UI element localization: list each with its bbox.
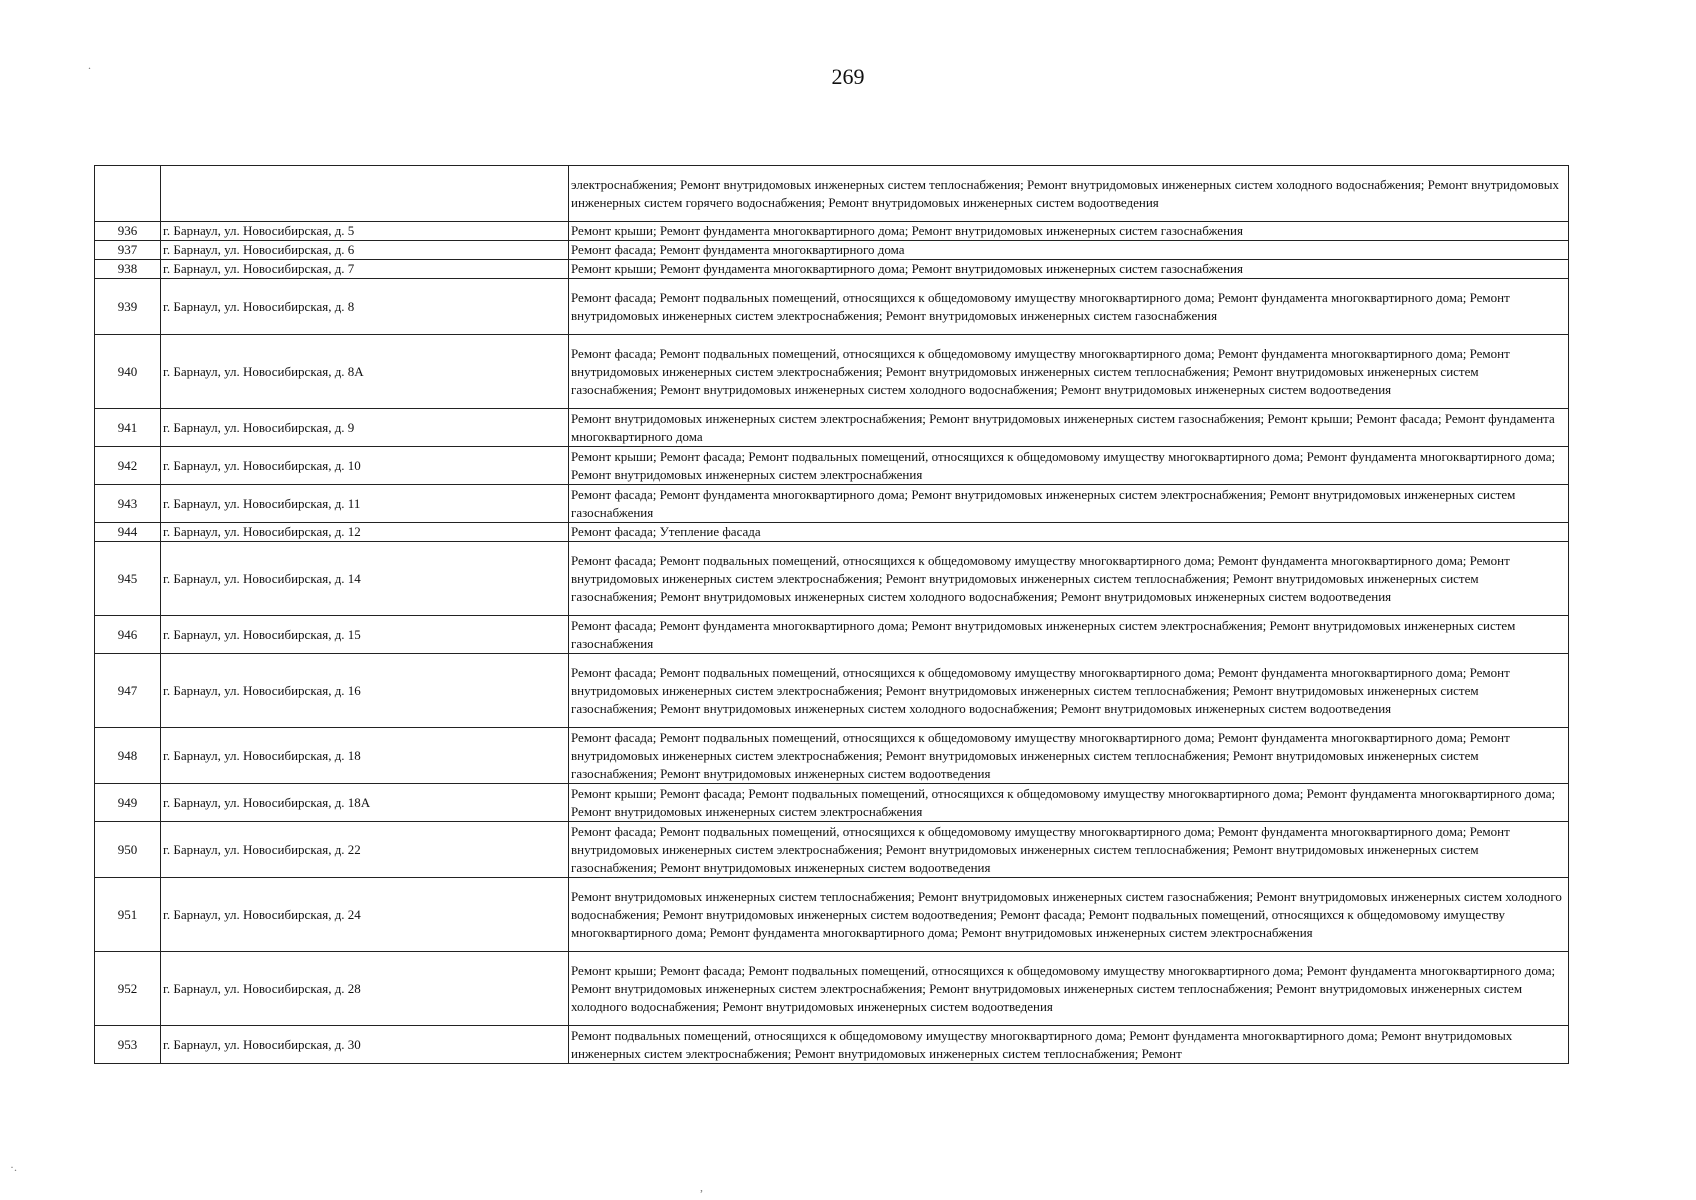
scan-speck: ·. bbox=[10, 1160, 17, 1174]
row-address: г. Барнаул, ул. Новосибирская, д. 18А bbox=[161, 784, 569, 822]
scan-speck: , bbox=[700, 1180, 703, 1194]
table-row bbox=[95, 279, 1569, 335]
row-address: г. Барнаул, ул. Новосибирская, д. 30 bbox=[161, 1026, 569, 1064]
table-row bbox=[95, 447, 1569, 485]
row-number: 938 bbox=[95, 260, 161, 279]
row-works: Ремонт фасада; Ремонт подвальных помещений, относящихся к общедомовому имуществу многоквартирного дома; Ремонт фундамента многоквартирного дома; Ремонт внутридомовых инженерных систем электроснабжения; Ремонт внутридомовых инженерных систем теплоснабжения; Ремонт внутридомовых инженерных систем газоснабжения; Ремонт внутридомовых инженерных систем холодного водоснабжения; Ремонт внутридомовых инженерных систем водоотведения bbox=[569, 654, 1569, 728]
repair-registry-table bbox=[94, 165, 1569, 1064]
row-works: Ремонт крыши; Ремонт фасада; Ремонт подвальных помещений, относящихся к общедомовому имуществу многоквартирного дома; Ремонт фундамента многоквартирного дома; Ремонт внутридомовых инженерных систем электроснабжения; Ремонт внутридомовых инженерных систем теплоснабжения; Ремонт внутридомовых инженерных систем холодного водоснабжения; Ремонт внутридомовых инженерных систем водоотведения bbox=[569, 952, 1569, 1026]
row-works: Ремонт фасада; Ремонт подвальных помещений, относящихся к общедомовому имуществу многоквартирного дома; Ремонт фундамента многоквартирного дома; Ремонт внутридомовых инженерных систем электроснабжения; Ремонт внутридомовых инженерных систем теплоснабжения; Ремонт внутридомовых инженерных систем газоснабжения; Ремонт внутридомовых инженерных систем водоотведения bbox=[569, 822, 1569, 878]
row-address: г. Барнаул, ул. Новосибирская, д. 28 bbox=[161, 952, 569, 1026]
row-number: 947 bbox=[95, 654, 161, 728]
page-number: 269 bbox=[831, 64, 865, 89]
table-row bbox=[95, 485, 1569, 523]
row-address: г. Барнаул, ул. Новосибирская, д. 14 bbox=[161, 542, 569, 616]
row-works: Ремонт фасада; Ремонт фундамента многоквартирного дома; Ремонт внутридомовых инженерных систем электроснабжения; Ремонт внутридомовых инженерных систем газоснабжения bbox=[569, 616, 1569, 654]
table-row bbox=[95, 822, 1569, 878]
row-works: Ремонт фасада; Ремонт подвальных помещений, относящихся к общедомовому имуществу многоквартирного дома; Ремонт фундамента многоквартирного дома; Ремонт внутридомовых инженерных систем электроснабжения; Ремонт внутридомовых инженерных систем теплоснабжения; Ремонт внутридомовых инженерных систем газоснабжения; Ремонт внутридомовых инженерных систем холодного водоснабжения; Ремонт внутридомовых инженерных систем водоотведения bbox=[569, 542, 1569, 616]
row-number: 949 bbox=[95, 784, 161, 822]
row-address: г. Барнаул, ул. Новосибирская, д. 24 bbox=[161, 878, 569, 952]
row-works: Ремонт подвальных помещений, относящихся к общедомовому имуществу многоквартирного дома; Ремонт фундамента многоквартирного дома; Ремонт внутридомовых инженерных систем электроснабжения; Ремонт внутридомовых инженерных систем теплоснабжения; Ремонт bbox=[569, 1026, 1569, 1064]
row-address: г. Барнаул, ул. Новосибирская, д. 5 bbox=[161, 222, 569, 241]
row-address bbox=[161, 166, 569, 222]
scan-speck: . bbox=[88, 58, 91, 72]
table-row bbox=[95, 335, 1569, 409]
row-address: г. Барнаул, ул. Новосибирская, д. 8 bbox=[161, 279, 569, 335]
table-row bbox=[95, 523, 1569, 542]
row-address: г. Барнаул, ул. Новосибирская, д. 9 bbox=[161, 409, 569, 447]
row-works: Ремонт крыши; Ремонт фундамента многоквартирного дома; Ремонт внутридомовых инженерных систем газоснабжения bbox=[569, 260, 1569, 279]
row-works: Ремонт крыши; Ремонт фасада; Ремонт подвальных помещений, относящихся к общедомовому имуществу многоквартирного дома; Ремонт фундамента многоквартирного дома; Ремонт внутридомовых инженерных систем электроснабжения bbox=[569, 447, 1569, 485]
row-number: 942 bbox=[95, 447, 161, 485]
table-row bbox=[95, 241, 1569, 260]
table-row bbox=[95, 222, 1569, 241]
row-number: 940 bbox=[95, 335, 161, 409]
table-row bbox=[95, 542, 1569, 616]
row-number: 944 bbox=[95, 523, 161, 542]
row-works: Ремонт фасада; Ремонт фундамента многоквартирного дома bbox=[569, 241, 1569, 260]
row-address: г. Барнаул, ул. Новосибирская, д. 16 bbox=[161, 654, 569, 728]
row-works: Ремонт фасада; Ремонт подвальных помещений, относящихся к общедомовому имуществу многоквартирного дома; Ремонт фундамента многоквартирного дома; Ремонт внутридомовых инженерных систем электроснабжения; Ремонт внутридомовых инженерных систем теплоснабжения; Ремонт внутридомовых инженерных систем газоснабжения; Ремонт внутридомовых инженерных систем холодного водоснабжения; Ремонт внутридомовых инженерных систем водоотведения bbox=[569, 335, 1569, 409]
row-number: 943 bbox=[95, 485, 161, 523]
table-row bbox=[95, 952, 1569, 1026]
row-number: 950 bbox=[95, 822, 161, 878]
row-number: 948 bbox=[95, 728, 161, 784]
table-row bbox=[95, 616, 1569, 654]
row-number: 952 bbox=[95, 952, 161, 1026]
row-number bbox=[95, 166, 161, 222]
row-address: г. Барнаул, ул. Новосибирская, д. 11 bbox=[161, 485, 569, 523]
row-address: г. Барнаул, ул. Новосибирская, д. 8А bbox=[161, 335, 569, 409]
table-row bbox=[95, 1026, 1569, 1064]
row-works: Ремонт внутридомовых инженерных систем электроснабжения; Ремонт внутридомовых инженерных систем газоснабжения; Ремонт крыши; Ремонт фасада; Ремонт фундамента многоквартирного дома bbox=[569, 409, 1569, 447]
row-number: 953 bbox=[95, 1026, 161, 1064]
row-works: Ремонт фасада; Утепление фасада bbox=[569, 523, 1569, 542]
row-address: г. Барнаул, ул. Новосибирская, д. 22 bbox=[161, 822, 569, 878]
table-row bbox=[95, 654, 1569, 728]
row-works: Ремонт фасада; Ремонт фундамента многоквартирного дома; Ремонт внутридомовых инженерных систем электроснабжения; Ремонт внутридомовых инженерных систем газоснабжения bbox=[569, 485, 1569, 523]
table-row bbox=[95, 784, 1569, 822]
row-address: г. Барнаул, ул. Новосибирская, д. 7 bbox=[161, 260, 569, 279]
row-address: г. Барнаул, ул. Новосибирская, д. 15 bbox=[161, 616, 569, 654]
row-number: 936 bbox=[95, 222, 161, 241]
row-works: Ремонт крыши; Ремонт фундамента многоквартирного дома; Ремонт внутридомовых инженерных систем газоснабжения bbox=[569, 222, 1569, 241]
row-works: электроснабжения; Ремонт внутридомовых инженерных систем теплоснабжения; Ремонт внутридомовых инженерных систем холодного водоснабжения; Ремонт внутридомовых инженерных систем горячего водоснабжения; Ремонт внутридомовых инженерных систем водоотведения bbox=[569, 166, 1569, 222]
row-works: Ремонт крыши; Ремонт фасада; Ремонт подвальных помещений, относящихся к общедомовому имуществу многоквартирного дома; Ремонт фундамента многоквартирного дома; Ремонт внутридомовых инженерных систем электроснабжения bbox=[569, 784, 1569, 822]
row-address: г. Барнаул, ул. Новосибирская, д. 6 bbox=[161, 241, 569, 260]
table-row bbox=[95, 166, 1569, 222]
row-works: Ремонт внутридомовых инженерных систем теплоснабжения; Ремонт внутридомовых инженерных систем газоснабжения; Ремонт внутридомовых инженерных систем холодного водоснабжения; Ремонт внутридомовых инженерных систем водоотведения; Ремонт фасада; Ремонт подвальных помещений, относящихся к общедомовому имуществу многоквартирного дома; Ремонт фундамента многоквартирного дома; Ремонт внутридомовых инженерных систем электроснабжения bbox=[569, 878, 1569, 952]
table-row bbox=[95, 409, 1569, 447]
row-number: 941 bbox=[95, 409, 161, 447]
table-row bbox=[95, 260, 1569, 279]
row-number: 945 bbox=[95, 542, 161, 616]
row-address: г. Барнаул, ул. Новосибирская, д. 10 bbox=[161, 447, 569, 485]
row-address: г. Барнаул, ул. Новосибирская, д. 12 bbox=[161, 523, 569, 542]
row-number: 946 bbox=[95, 616, 161, 654]
row-works: Ремонт фасада; Ремонт подвальных помещений, относящихся к общедомовому имуществу многоквартирного дома; Ремонт фундамента многоквартирного дома; Ремонт внутридомовых инженерных систем электроснабжения; Ремонт внутридомовых инженерных систем теплоснабжения; Ремонт внутридомовых инженерных систем газоснабжения; Ремонт внутридомовых инженерных систем водоотведения bbox=[569, 728, 1569, 784]
row-works: Ремонт фасада; Ремонт подвальных помещений, относящихся к общедомовому имуществу многоквартирного дома; Ремонт фундамента многоквартирного дома; Ремонт внутридомовых инженерных систем электроснабжения; Ремонт внутридомовых инженерных систем газоснабжения bbox=[569, 279, 1569, 335]
table-row bbox=[95, 728, 1569, 784]
row-number: 951 bbox=[95, 878, 161, 952]
table-row bbox=[95, 878, 1569, 952]
row-number: 937 bbox=[95, 241, 161, 260]
row-address: г. Барнаул, ул. Новосибирская, д. 18 bbox=[161, 728, 569, 784]
row-number: 939 bbox=[95, 279, 161, 335]
